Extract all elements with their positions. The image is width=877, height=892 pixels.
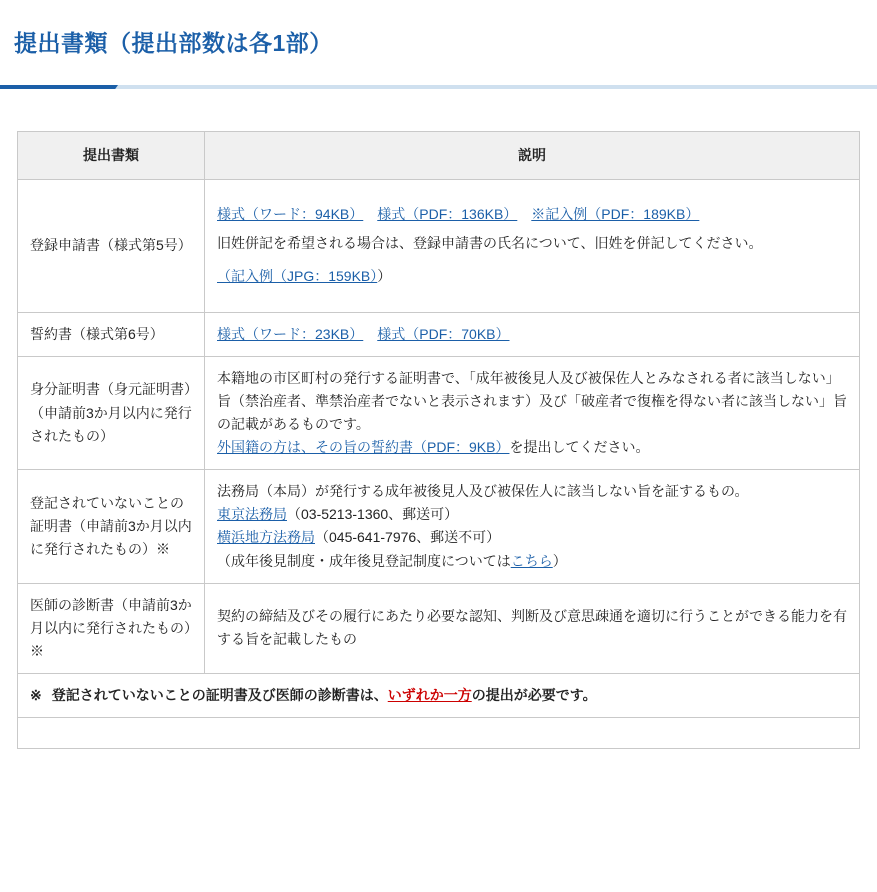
note-text-before: 登記されていないことの証明書及び医師の診断書は、 — [51, 686, 388, 703]
link-example-jpg[interactable]: （記入例（JPG：159KB） — [217, 268, 378, 285]
row-description-text: 契約の締結及びその履行にあたり必要な認知、判断及び意思疎通を適切に行うことができる能力を有する旨を記載したもの — [217, 608, 847, 648]
tokyo-phone-text: （03-5213-1360、郵送可） — [287, 506, 459, 523]
table-header-row — [18, 131, 860, 179]
link-form-word[interactable]: 様式（ワード：94KB） — [217, 206, 364, 223]
link-form-pdf[interactable]: 様式（PDF：136KB） — [377, 206, 518, 223]
note-text-after: の提出が必要です。 — [471, 686, 597, 703]
row-example-link-wrap: （記入例（JPG：159KB）） — [217, 268, 392, 285]
row-document-name: 医師の診断書（申請前3か月以内に発行されたもの）※ — [18, 583, 205, 673]
table-note-cell — [18, 673, 860, 717]
table-row — [18, 312, 860, 356]
row-document-name: 登記されていないことの証明書（申請前3か月以内に発行されたもの）※ — [18, 470, 205, 583]
table-head — [18, 131, 860, 179]
documents-table-container — [0, 89, 877, 749]
row-guardianship-line — [217, 550, 847, 573]
row-document-name: 登録申請書（様式第5号） — [18, 179, 205, 312]
row-yokohama-line — [217, 526, 847, 549]
link-guardianship-details[interactable]: こちら — [510, 552, 553, 569]
row-foreign-national-line — [217, 436, 847, 459]
row-description — [205, 312, 860, 356]
link-tokyo-legal-affairs-bureau[interactable]: 東京法務局 — [217, 506, 287, 523]
row-description — [205, 356, 860, 469]
table-row — [18, 583, 860, 673]
table-row — [18, 470, 860, 583]
page-title: 提出書類（提出部数は各1部） — [14, 30, 333, 57]
documents-table — [17, 131, 860, 749]
note-mark: ※ — [30, 686, 42, 703]
row-note-text: 旧姓併記を希望される場合は、登録申請書の氏名について、旧姓を併記してください。 — [217, 235, 763, 252]
link-pledge-pdf[interactable]: 様式（PDF：70KB） — [377, 325, 510, 342]
link-pledge-word[interactable]: 様式（ワード：23KB） — [217, 325, 364, 342]
yokohama-phone-text: （045-641-7976、郵送不可） — [315, 529, 501, 546]
row-tokyo-line — [217, 503, 847, 526]
link-foreign-national-pledge-pdf[interactable]: 外国籍の方は、その旨の誓約書（PDF：9KB） — [217, 439, 510, 456]
row-description-text: 本籍地の市区町村の発行する証明書で、「成年被後見人及び被保佐人とみなされる者に該当しない」旨（禁治産者、準禁治産者でないと表示されます）及び「破産者で復権を得ない者に該当しない」旨の記載があるものです。 — [217, 369, 847, 433]
table-row — [18, 179, 860, 312]
row-description-text: 法務局（本局）が発行する成年被後見人及び被保佐人に該当しない旨を証するもの。 — [217, 483, 749, 500]
link-form-example-pdf[interactable]: ※記入例（PDF：189KB） — [531, 206, 700, 223]
table-body — [18, 179, 860, 748]
header-description: 説明 — [205, 131, 860, 179]
form-links — [217, 323, 847, 346]
heading-divider — [0, 85, 877, 89]
row-description — [205, 179, 860, 312]
form-links — [217, 203, 847, 226]
table-note-row — [18, 673, 860, 717]
row-description — [205, 583, 860, 673]
note-emphasis: いずれか一方 — [387, 686, 472, 703]
row-document-name: 身分証明書（身元証明書）（申請前3か月以内に発行されたもの） — [18, 356, 205, 469]
header-document: 提出書類 — [18, 131, 205, 179]
guardianship-text-after: ） — [552, 552, 567, 569]
table-row-partial-cell — [18, 718, 860, 749]
table-row-partial — [18, 718, 860, 749]
link-yokohama-legal-affairs-bureau[interactable]: 横浜地方法務局 — [217, 529, 315, 546]
guardianship-text-before: （成年後見制度・成年後見登記制度については — [217, 552, 511, 569]
table-row — [18, 356, 860, 469]
row-document-name: 誓約書（様式第6号） — [18, 312, 205, 356]
row-description — [205, 470, 860, 583]
row-description-suffix: を提出してください。 — [509, 439, 650, 456]
